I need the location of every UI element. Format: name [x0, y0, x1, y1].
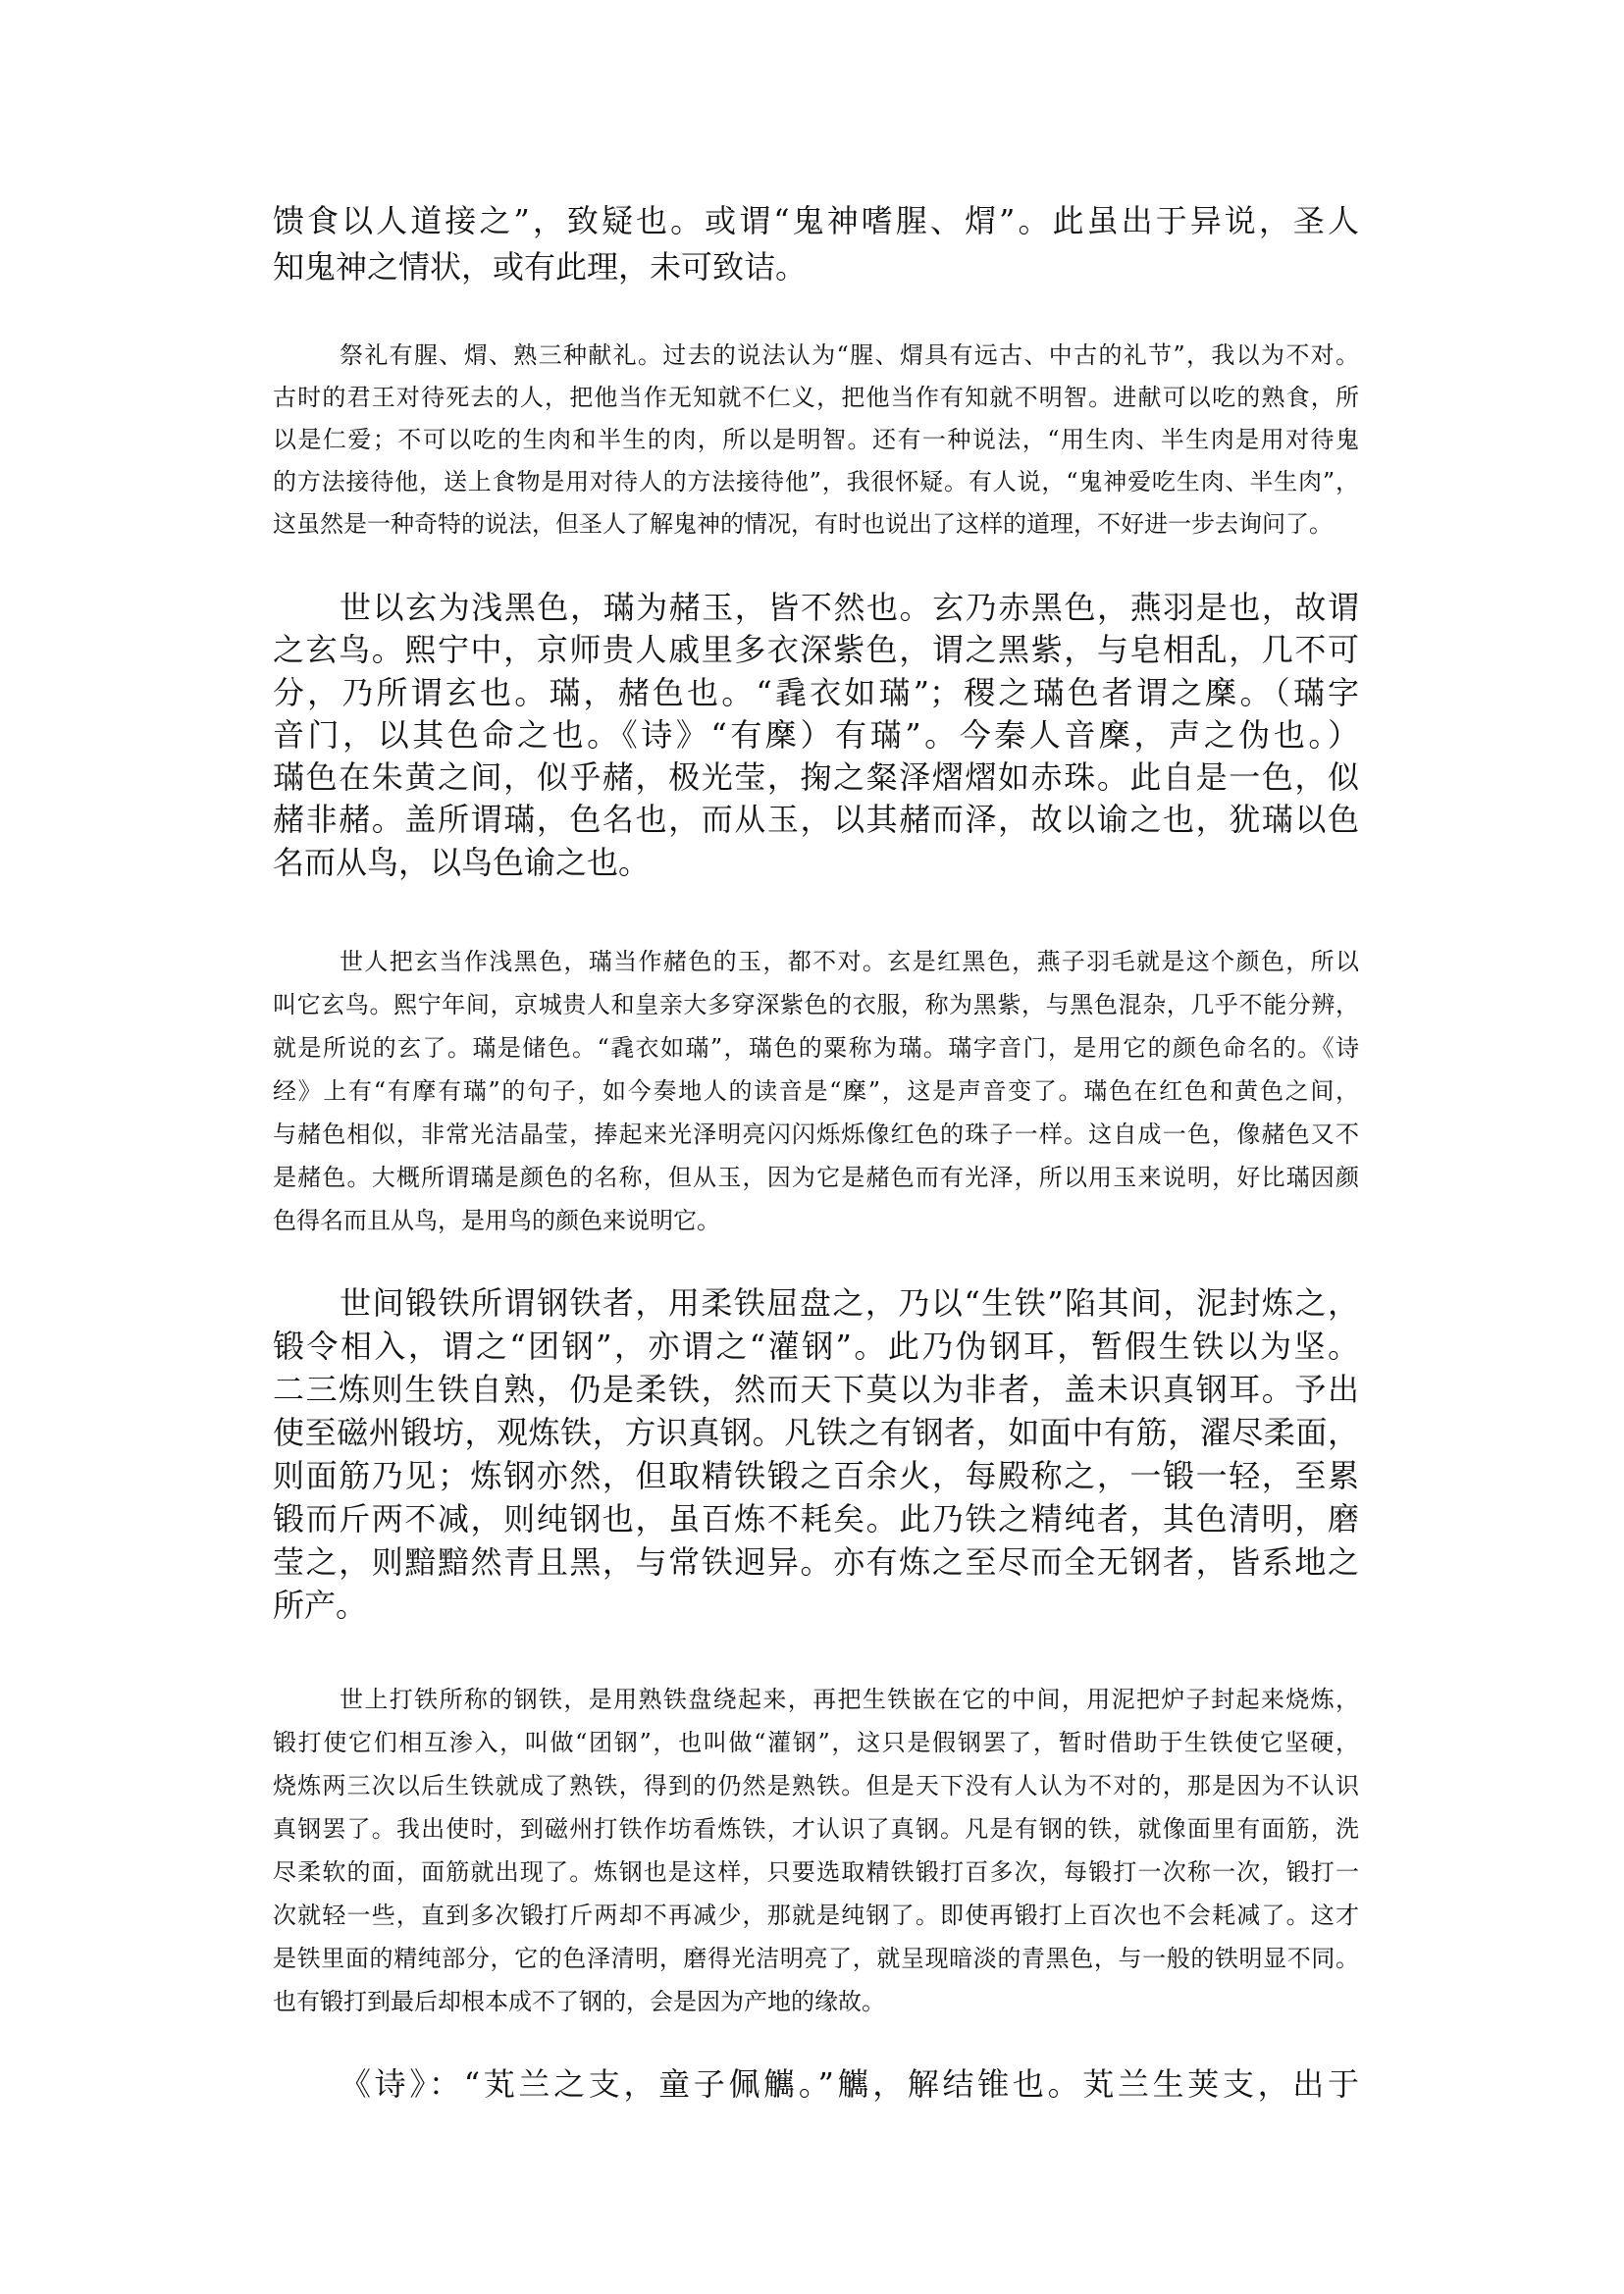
text-line: 是赭色。大概所谓璊是颜色的名称，但从玉，因为它是赭色而有光泽，所以用玉来说明，好比璊因颜 [273, 1164, 1359, 1191]
text-line: 《诗》：“芄兰之支，童子佩觽。”觽，解结锥也。芄兰生荚支，出于 [340, 2065, 1359, 2103]
text-line: 是铁里面的精纯部分，它的色泽清明，磨得光洁明亮了，就呈现暗淡的青黑色，与一般的铁明显不同。 [273, 1945, 1359, 1972]
text-line: 烧炼两三次以后生铁就成了熟铁，得到的仍然是熟铁。但是天下没有人认为不对的，那是因为不认识 [273, 1772, 1359, 1799]
original-text-paragraph [273, 2062, 1359, 2106]
text-line: 使至磁州锻坊，观炼铁，方识真钢。凡铁之有钢者，如面中有筋，濯尽柔面， [273, 1414, 1359, 1451]
text-line: 分，乃所谓玄也。璊，赭色也。“毳衣如璊”；稷之璊色者谓之穈。（璊字 [273, 673, 1359, 711]
translation-paragraph [273, 940, 1359, 1242]
text-line: 次就轻一些，直到多次锻打斤两却不再减少，那就是纯钢了。即使再锻打上百次也不会耗减了。这才 [273, 1902, 1359, 1929]
text-line: 世人把玄当作浅黑色，璊当作赭色的玉，都不对。玄是红黑色，燕子羽毛就是这个颜色，所以 [340, 948, 1359, 975]
text-line: 名而从鸟，以鸟色谕之也。 [273, 843, 651, 881]
text-line: 之玄鸟。熙宁中，京师贵人戚里多衣深紫色，谓之黑紫，与皂相乱，几不可 [273, 631, 1359, 669]
original-text-paragraph [273, 1281, 1359, 1627]
text-line: 色得名而且从鸟，是用鸟的颜色来说明它。 [273, 1207, 720, 1234]
text-line: 叫它玄鸟。熙宁年间，京城贵人和皇亲大多穿深紫色的衣服，称为黑紫，与黑色混杂，几乎不能分辨， [273, 991, 1359, 1018]
text-line: 的方法接待他，送上食物是用对待人的方法接待他”，我很怀疑。有人说，“鬼神爱吃生肉、半生肉”， [273, 468, 1359, 495]
text-line: 赭非赭。盖所谓璊，色名也，而从玉，以其赭而泽，故以谕之也，犹璊以色 [273, 801, 1359, 839]
translation-paragraph [273, 1678, 1359, 2023]
text-line: 与赭色相似，非常光洁晶莹，捧起来光泽明亮闪闪烁烁像红色的珠子一样。这自成一色，像赭色又不 [273, 1121, 1359, 1148]
text-line: 这虽然是一种奇特的说法，但圣人了解鬼神的情况，有时也说出了这样的道理，不好进一步去询问了。 [273, 510, 1333, 538]
text-line: 璊色在朱黄之间，似乎赭，极光莹，掬之粲泽熠熠如赤珠。此自是一色，似 [273, 758, 1359, 797]
text-line: 世以玄为浅黑色，璊为赭玉，皆不然也。玄乃赤黑色，燕羽是也，故谓 [340, 589, 1359, 626]
original-text-paragraph [273, 198, 1359, 290]
text-line: 世上打铁所称的钢铁，是用熟铁盘绕起来，再把生铁嵌在它的中间，用泥把炉子封起来烧炼， [340, 1686, 1359, 1713]
text-line: 音门，以其色命之也。《诗》“有穈）有璊”。今秦人音穈，声之伪也。） [273, 715, 1359, 754]
text-line: 古时的君王对待死去的人，把他当作无知就不仁义，把他当作有知就不明智。进献可以吃的熟食，所 [273, 384, 1359, 411]
translation-paragraph [273, 335, 1359, 546]
text-line: 莹之，则黯黯然青且黑，与常铁迥异。亦有炼之至尽而全无钢者，皆系地之 [273, 1543, 1359, 1581]
text-line: 锻令相入，谓之“团钢”，亦谓之“灌钢”。此乃伪钢耳，暂假生铁以为坚。 [273, 1328, 1359, 1365]
text-line: 则面筋乃见；炼钢亦然，但取精铁锻之百余火，每殿称之，一锻一轻，至累 [273, 1457, 1359, 1494]
text-line: 世间锻铁所谓钢铁者，用柔铁屈盘之，乃以“生铁”陷其间，泥封炼之， [340, 1284, 1359, 1322]
text-line: 祭礼有腥、焨、熟三种献礼。过去的说法认为“腥、焨具有远古、中古的礼节”，我以为不对。 [340, 341, 1359, 369]
text-line: 也有锻打到最后却根本成不了钢的，会是因为产地的缘故。 [273, 1988, 885, 2015]
text-line: 二三炼则生铁自熟，仍是柔铁，然而天下莫以为非者，盖未识真钢耳。予出 [273, 1371, 1359, 1408]
text-line: 知鬼神之情状，或有此理，未可致诘。 [273, 248, 808, 286]
text-line: 真钢罢了。我出使时，到磁州打铁作坊看炼铁，才认识了真钢。凡是有钢的铁，就像面里有面筋，洗 [273, 1815, 1359, 1843]
text-line: 锻而斤两不减，则纯钢也，虽百炼不耗矣。此乃铁之精纯者，其色清明，磨 [273, 1500, 1359, 1538]
original-text-paragraph [273, 587, 1359, 884]
text-line: 以是仁爱；不可以吃的生肉和半生的肉，所以是明智。还有一种说法，“用生肉、半生肉是用对待鬼 [273, 426, 1359, 453]
text-line: 就是所说的玄了。璊是储色。“毳衣如璊”，璊色的粟称为璊。璊字音门，是用它的颜色命名的。《诗 [273, 1034, 1359, 1062]
text-line: 锻打使它们相互渗入，叫做“团钢”，也叫做“灌钢”，这只是假钢罢了，暂时借助于生铁使它坚硬， [273, 1729, 1359, 1756]
text-line: 经》上有“有摩有璊”的句子，如今奏地人的读音是“穈”，这是声音变了。璊色在红色和黄色之间， [273, 1077, 1359, 1105]
text-line: 馈食以人道接之”，致疑也。或谓“鬼神嗜腥、焨”。此虽出于异说，圣人 [273, 202, 1359, 239]
text-line: 所产。 [273, 1587, 368, 1624]
text-line: 尽柔软的面，面筋就出现了。炼钢也是这样，只要选取精铁锻打百多次，每锻打一次称一次，锻打一 [273, 1858, 1359, 1886]
